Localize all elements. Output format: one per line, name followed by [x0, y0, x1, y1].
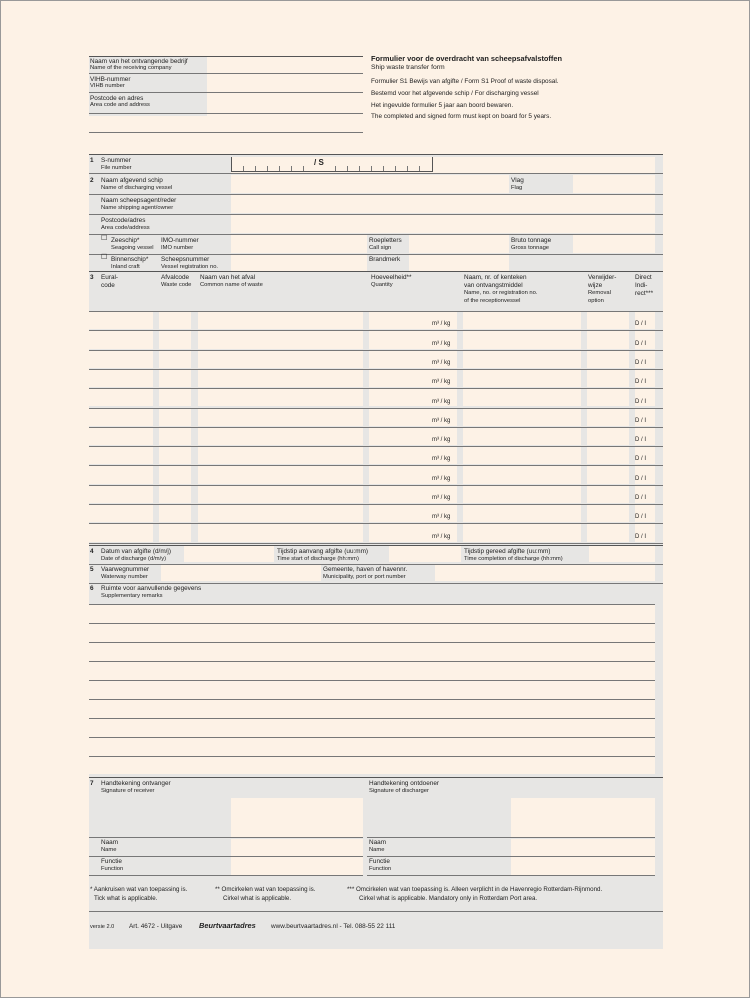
date-field[interactable] [184, 546, 274, 562]
vihb-label-en: VIHB number [90, 83, 125, 89]
gross-tonnage-field[interactable] [573, 235, 655, 253]
section-1-number: 1 [90, 157, 94, 164]
agent-label: Naam scheepsagent/reder [101, 197, 177, 204]
direct-indirect-option[interactable]: D / I [635, 379, 647, 386]
remarks-line [89, 737, 655, 738]
section-line [89, 254, 663, 255]
direct-indirect-option[interactable]: D / I [635, 475, 647, 482]
direct-indirect-option[interactable]: D / I [635, 456, 647, 463]
brand-field[interactable] [409, 255, 509, 271]
function-line [89, 875, 363, 876]
section-line [89, 271, 663, 272]
agent-address-label-en: Area code/address [101, 225, 150, 231]
direct-header-3: rect*** [635, 290, 654, 297]
form-title-en: Ship waste transfer form [371, 64, 445, 71]
waste-code-cell[interactable] [159, 331, 191, 348]
direct-indirect-option[interactable]: D / I [635, 495, 647, 501]
end-time-field[interactable] [589, 546, 655, 562]
receiving-company-label: Naam van het ontvangende bedrijf [90, 58, 188, 65]
eural-cell[interactable] [89, 447, 153, 464]
seagoing-label-en: Seagoing vessel [111, 245, 154, 251]
removal-header-en-2: option [588, 298, 604, 304]
waste-code-cell[interactable] [159, 312, 191, 329]
footnote-3: *** Omcirkelen wat van toepassing is. Alleen verplicht in de Havenregio Rotterdam-Rijnmond. [347, 886, 603, 893]
municipality-field[interactable] [435, 565, 655, 581]
header-line [89, 132, 363, 133]
direct-indirect-option[interactable]: D / I [635, 437, 647, 444]
quantity-unit-label: m³ / kg [432, 321, 451, 328]
removal-cell[interactable] [587, 428, 629, 445]
quantity-unit-label: m³ / kg [432, 456, 451, 463]
waste-name-cell[interactable] [198, 351, 363, 368]
reception-cell[interactable] [463, 486, 581, 503]
end-time-label-en: Time completion of discharge (hh:mm) [464, 556, 563, 562]
version-text: versie 2.0 [90, 924, 115, 930]
eural-cell[interactable] [89, 505, 153, 522]
removal-cell[interactable] [587, 312, 629, 329]
waste-code-cell[interactable] [159, 524, 191, 541]
seagoing-checkbox[interactable]: ☐ [101, 235, 108, 242]
reception-header-2: van ontvangstmiddel [464, 282, 523, 289]
section-line [89, 777, 663, 778]
footnote-3-en: Cirkel what is applicable. Mandatory only in Rotterdam Port area. [359, 895, 538, 902]
vessel-name-field[interactable] [231, 175, 509, 193]
direct-indirect-option[interactable]: D / I [635, 533, 647, 540]
removal-cell[interactable] [587, 466, 629, 483]
postcode-label-en: Area code and address [90, 102, 150, 108]
eural-cell[interactable] [89, 409, 153, 426]
receiver-signature-label-en: Signature of receiver [101, 788, 155, 794]
reception-cell[interactable] [463, 466, 581, 483]
publisher-contact: www.beurtvaartadres.nl - Tel. 088-55 22 111 [271, 923, 396, 930]
supplementary-label: Ruimte voor aanvullende gegevens [101, 585, 202, 592]
vessel-name-label: Naam afgevend schip [101, 177, 163, 184]
section-3-number: 3 [90, 274, 94, 281]
quantity-unit-label: m³ / kg [432, 514, 451, 521]
name-line [367, 856, 655, 857]
agent-address-field[interactable] [231, 215, 655, 233]
reception-header-en-2: of the receptionvessel [464, 298, 521, 304]
discharger-signature-label: Handtekening ontdoener [369, 780, 439, 787]
direct-indirect-option[interactable]: D / I [635, 321, 647, 328]
receiving-company-label-en: Name of the receiving company [90, 65, 172, 71]
quantity-unit-label: m³ / kg [432, 475, 451, 482]
header-line [89, 92, 363, 93]
remarks-line [89, 718, 655, 719]
waste-code-cell[interactable] [159, 409, 191, 426]
removal-header-en-1: Removal [588, 290, 611, 296]
waste-name-cell[interactable] [198, 312, 363, 329]
reception-cell[interactable] [463, 409, 581, 426]
waste-name-cell[interactable] [198, 466, 363, 483]
remarks-line [89, 642, 655, 643]
reception-header-1: Naam, nr. of kenteken [464, 274, 527, 281]
section-line [89, 173, 663, 174]
direct-indirect-option[interactable]: D / I [635, 398, 647, 405]
eural-cell[interactable] [89, 351, 153, 368]
quantity-header: Hoeveelheid** [371, 274, 412, 281]
waste-name-cell[interactable] [198, 389, 363, 406]
table-header-line [89, 311, 663, 312]
vihb-label: VIHB-nummer [90, 76, 131, 83]
vessel-reg-label-en: Vessel registration no. [161, 264, 219, 270]
direct-indirect-option[interactable]: D / I [635, 359, 647, 366]
reception-cell[interactable] [463, 331, 581, 348]
direct-indirect-option[interactable]: D / I [635, 417, 647, 424]
eural-cell[interactable] [89, 428, 153, 445]
municipality-label: Gemeente, haven of havennr. [323, 566, 408, 573]
section-line [89, 234, 663, 235]
discharger-signature-field[interactable] [511, 798, 655, 838]
removal-cell[interactable] [587, 389, 629, 406]
quantity-header-en: Quantity [371, 282, 393, 288]
waste-code-cell[interactable] [159, 466, 191, 483]
removal-header-2: wijze [588, 282, 603, 289]
waste-code-cell[interactable] [159, 428, 191, 445]
discharger-name-label: Naam [369, 839, 387, 846]
eural-cell[interactable] [89, 370, 153, 387]
postcode-label: Postcode en adres [90, 95, 144, 102]
eural-header-2: code [101, 282, 115, 289]
direct-header-2: Indi- [635, 282, 648, 289]
footnote-2-en: Cirkel what is applicable. [223, 895, 292, 902]
inland-label: Binnenschip* [111, 256, 149, 263]
section-line [89, 214, 663, 215]
direct-indirect-option[interactable]: D / I [635, 514, 647, 521]
waterway-field[interactable] [161, 565, 321, 581]
removal-cell[interactable] [587, 351, 629, 368]
reception-cell[interactable] [463, 428, 581, 445]
table-row [89, 543, 663, 544]
quantity-unit-label: m³ / kg [432, 379, 451, 386]
call-sign-field[interactable] [409, 235, 509, 253]
eural-header-1: Eural- [101, 274, 119, 281]
quantity-unit-label: m³ / kg [432, 398, 451, 405]
file-number-tick [407, 166, 408, 171]
form-title: Formulier voor de overdracht van scheepsafvalstoffen [371, 54, 562, 63]
removal-cell[interactable] [587, 486, 629, 503]
file-number-tick [335, 166, 336, 171]
inland-checkbox[interactable]: ☐ [101, 254, 108, 261]
eural-cell[interactable] [89, 486, 153, 503]
imo-label-en: IMO number [161, 245, 194, 251]
remarks-line [89, 699, 655, 700]
direct-header-1: Direct [635, 274, 652, 281]
gross-tonnage-label: Bruto tonnage [511, 237, 552, 244]
eural-cell[interactable] [89, 389, 153, 406]
vessel-reg-field[interactable] [231, 255, 367, 271]
discharger-signature-label-en: Signature of discharger [369, 788, 429, 794]
vessel-name-label-en: Name of discharging vessel [101, 185, 173, 191]
form-info-3: Het ingevulde formulier 5 jaar aan boord bewaren. [371, 102, 514, 109]
file-number-box[interactable] [231, 157, 433, 172]
discharger-function-label: Functie [369, 858, 390, 865]
removal-cell[interactable] [587, 524, 629, 541]
removal-cell[interactable] [587, 447, 629, 464]
receiver-name-label-en: Name [101, 847, 117, 853]
footer-line [89, 911, 663, 912]
quantity-unit-label: m³ / kg [432, 437, 451, 444]
header-line [89, 73, 363, 74]
agent-label-en: Name shipping agent/owner [101, 205, 174, 211]
reception-cell[interactable] [463, 370, 581, 387]
footnote-1: * Aankruisen wat van toepassing is. [90, 886, 188, 893]
flag-field[interactable] [573, 175, 655, 193]
file-number-label: S-nummer [101, 157, 131, 164]
waste-code-cell[interactable] [159, 370, 191, 387]
section-line [89, 564, 663, 565]
direct-indirect-option[interactable]: D / I [635, 340, 647, 347]
waste-name-cell[interactable] [198, 409, 363, 426]
name-line [89, 856, 363, 857]
call-sign-label-en: Call sign [369, 245, 392, 251]
article-text: Art. 4672 - Uitgave [129, 923, 183, 930]
file-number-separator: / S [314, 158, 324, 167]
waste-code-cell[interactable] [159, 486, 191, 503]
reception-cell[interactable] [463, 447, 581, 464]
remarks-line [89, 623, 655, 624]
section-line [89, 154, 663, 155]
start-time-label: Tijdstip aanvang afgifte (uu:mm) [277, 548, 369, 555]
gross-tonnage-label-en: Gross tonnage [511, 245, 550, 251]
file-number-tick [243, 166, 244, 171]
eural-cell[interactable] [89, 331, 153, 348]
file-number-tick [267, 166, 268, 171]
waste-code-cell[interactable] [159, 505, 191, 522]
waste-name-cell[interactable] [198, 524, 363, 541]
form-info-4: The completed and signed form must kept on board for 5 years. [371, 113, 552, 120]
signature-line [89, 837, 363, 838]
supplementary-label-en: Supplementary remarks [101, 593, 163, 599]
inland-label-en: Inland craft [111, 264, 140, 270]
waste-name-cell[interactable] [198, 428, 363, 445]
file-number-tick [255, 166, 256, 171]
file-number-label-en: File number [101, 165, 132, 171]
section-4-number: 4 [90, 548, 94, 555]
remarks-line [89, 604, 655, 605]
section-6-number: 6 [90, 585, 94, 592]
remarks-line [89, 756, 655, 757]
file-number-tick [371, 166, 372, 171]
receiver-function-label-en: Function [101, 866, 124, 872]
reception-cell[interactable] [463, 505, 581, 522]
file-number-tick [359, 166, 360, 171]
reception-cell[interactable] [463, 351, 581, 368]
supplementary-remarks-field[interactable] [89, 604, 655, 774]
eural-cell[interactable] [89, 466, 153, 483]
quantity-unit-label: m³ / kg [432, 417, 451, 424]
removal-cell[interactable] [587, 505, 629, 522]
waste-name-header-en: Common name of waste [200, 282, 263, 288]
signature-line [367, 837, 655, 838]
call-sign-label: Roepletters [369, 237, 402, 244]
waste-name-cell[interactable] [198, 447, 363, 464]
receiver-signature-label: Handtekening ontvanger [101, 780, 171, 787]
quantity-unit-label: m³ / kg [432, 340, 451, 347]
section-2-number: 2 [90, 177, 94, 184]
date-label-en: Date of discharge (d/m/y) [101, 556, 167, 562]
form-info-1: Formulier S1 Bewijs van afgifte / Form S1 Proof of waste disposal. [371, 78, 559, 85]
reception-cell[interactable] [463, 389, 581, 406]
eural-cell[interactable] [89, 524, 153, 541]
section-line [89, 545, 663, 546]
quantity-unit-label: m³ / kg [432, 533, 451, 540]
file-number-tick [347, 166, 348, 171]
vessel-reg-label: Scheepsnummer [161, 256, 210, 263]
start-time-label-en: Time start of discharge (hh:mm) [277, 556, 359, 562]
waste-name-header: Naam van het afval [200, 274, 256, 281]
waste-code-cell[interactable] [159, 351, 191, 368]
footnote-1-en: Tick what is applicable. [94, 895, 158, 902]
seagoing-label: Zeeschip* [111, 237, 140, 244]
end-time-label: Tijdstip gereed afgifte (uu:mm) [464, 548, 551, 555]
form-info-2: Bestemd voor het afgevende schip / For discharging vessel [371, 90, 539, 97]
waste-code-cell[interactable] [159, 447, 191, 464]
removal-cell[interactable] [587, 331, 629, 348]
header-line [89, 56, 363, 57]
waterway-label: Vaarwegnummer [101, 566, 150, 573]
removal-cell[interactable] [587, 409, 629, 426]
section-line [89, 583, 663, 584]
eural-cell[interactable] [89, 312, 153, 329]
receiver-name-function-field[interactable] [231, 839, 363, 875]
waterway-label-en: Waterway number [101, 574, 148, 580]
agent-address-label: Postcode/adres [101, 217, 146, 224]
footnote-2: ** Omcirkelen wat van toepassing is. [215, 886, 316, 893]
discharger-function-label-en: Function [369, 866, 392, 872]
discharger-name-label-en: Name [369, 847, 385, 853]
header-line [89, 113, 363, 114]
waste-code-cell[interactable] [159, 389, 191, 406]
remarks-line [89, 661, 655, 662]
remarks-line [89, 680, 655, 681]
removal-header-1: Verwijder- [588, 274, 617, 281]
file-number-tick [291, 166, 292, 171]
section-line [89, 194, 663, 195]
municipality-label-en: Municipality, port or port number [323, 574, 406, 580]
discharger-name-function-field[interactable] [511, 839, 655, 875]
file-number-tick [395, 166, 396, 171]
quantity-unit-label: m³ / kg [432, 359, 451, 366]
brand-label: Brandmerk [369, 256, 401, 263]
waste-name-cell[interactable] [198, 505, 363, 522]
receiver-name-label: Naam [101, 839, 119, 846]
publisher-logo: Beurtvaartadres [199, 921, 256, 930]
flag-label-en: Flag [511, 185, 523, 191]
waste-code-header-en: Waste code [161, 282, 192, 288]
reception-cell[interactable] [463, 312, 581, 329]
imo-label: IMO-nummer [161, 237, 199, 244]
flag-label: Vlag [511, 177, 524, 184]
file-number-tick [383, 166, 384, 171]
receiver-signature-field[interactable] [231, 798, 363, 838]
function-line [367, 875, 655, 876]
receiver-function-label: Functie [101, 858, 122, 865]
removal-cell[interactable] [587, 370, 629, 387]
quantity-unit-label: m³ / kg [432, 495, 451, 501]
file-number-tick [303, 166, 304, 171]
section-5-number: 5 [90, 566, 94, 573]
file-number-tick [419, 166, 420, 171]
start-time-field[interactable] [389, 546, 461, 562]
waste-code-header: Afvalcode [161, 274, 190, 281]
imo-field[interactable] [231, 235, 367, 253]
waste-name-cell[interactable] [198, 370, 363, 387]
reception-cell[interactable] [463, 524, 581, 541]
agent-field[interactable] [231, 195, 655, 213]
waste-name-cell[interactable] [198, 331, 363, 348]
waste-name-cell[interactable] [198, 486, 363, 503]
file-number-tick [279, 166, 280, 171]
reception-header-en-1: Name, no. or registration no. [464, 290, 538, 296]
date-label: Datum van afgifte (d/m/j) [101, 548, 171, 555]
section-7-number: 7 [90, 780, 94, 787]
